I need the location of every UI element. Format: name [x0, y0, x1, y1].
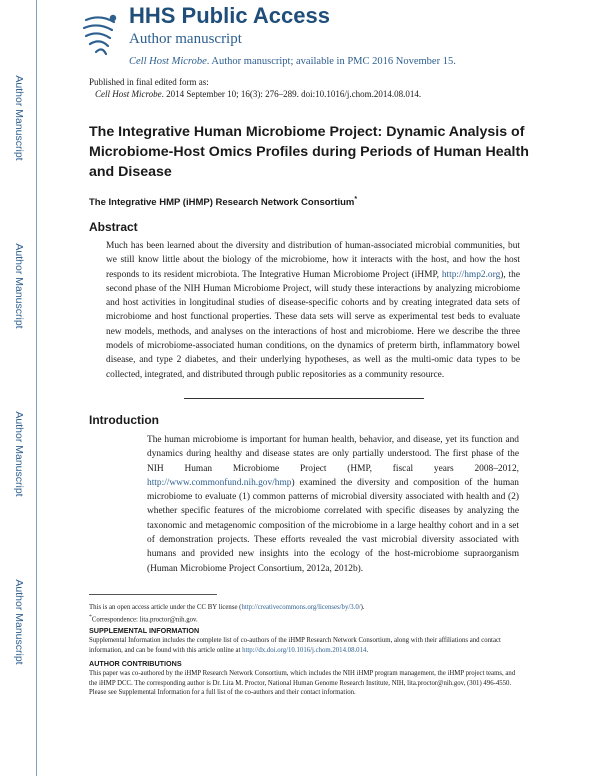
abstract-paragraph: Much has been learned about the diversity and distribution of human-associated microbial communities, but we still know little about the biology of the microbiome, how it interacts with the host, and how the host responds to its resident microbiota. The Integrative Human Microbiome Project (iHMP, http://hmp2.org), the second phase of the NIH Human Microbiome Project, will study these interactions by analyzing microbiome and host activities in longitudinal studies of disease-specific cohorts and by creating integrated data sets of microbiome and host functional properties. These data sets will serve as experimental test beds to evaluate new models, methods, and analyses on the interactions of host and microbiome. Here we describe the three models of microbiome-associated human conditions, on the dynamics of preterm birth, inflammatory bowel disease, and type 2 diabetes, and their underlying hypotheses, as well as the multi-omic data types to be collected, integrated, and distributed through public repositories as a community resource.: [106, 241, 520, 380]
abstract-heading: Abstract: [89, 220, 138, 234]
section-divider: [184, 398, 424, 399]
citation-line: Cell Host Microbe. 2014 September 10; 16(3): 276–289. doi:10.1016/j.chom.2014.08.014.: [95, 89, 422, 99]
hmp-link[interactable]: http://www.commonfund.nih.gov/hmp: [147, 477, 292, 488]
author-manuscript-label: Author Manuscript: [13, 579, 25, 665]
hhs-public-access-title: HHS Public Access: [129, 3, 330, 28]
supplemental-text: Supplemental Information includes the complete list of co-authors of the iHMP Research Network Consortium, along with their affiliations and contact information, and can be found with this article online at http://dx.doi.org/10.1016/j.chom.2014.08.014.: [89, 637, 501, 654]
correspondence-footnote: *Correspondence: lita.proctor@nih.gov.: [89, 614, 198, 624]
ihmp-link[interactable]: http://hmp2.org: [441, 269, 501, 280]
hhs-eagle-logo: [80, 10, 120, 58]
paper-title: The Integrative Human Microbiome Project: Dynamic Analysis of Microbiome-Host Omics Profiles during Periods of Human Health and Disease: [89, 124, 529, 180]
author-manuscript-subtitle: Author manuscript: [129, 31, 242, 47]
introduction-heading: Introduction: [89, 413, 159, 427]
author-manuscript-label: Author Manuscript: [13, 411, 25, 497]
supplemental-heading: SUPPLEMENTAL INFORMATION: [89, 626, 200, 635]
author-manuscript-label: Author Manuscript: [13, 243, 25, 329]
sidebar-divider: [36, 0, 37, 776]
availability-line: Cell Host Microbe. Author manuscript; available in PMC 2016 November 15.: [129, 56, 456, 67]
author-manuscript-label: Author Manuscript: [13, 75, 25, 161]
introduction-paragraph: The human microbiome is important for human health, behavior, and disease, yet its function and dynamics during healthy and disease states are only partially understood. The first phase of the NIH Human Microbiome Project (HMP, fiscal years 2008–2012, http://www.commonfund.nih.gov/hmp) examined the diversity and composition of the human microbiome to evaluate (1) common patterns of microbial diversity associated with health and (2) whether specific features of the microbiome correlated with specific diseases by analyzing the taxonomic and metagenomic composition of the microbiome in a large healthy cohort and in a set of demonstration projects. These efforts revealed the vast microbial diversity associated with humans and provided new insights into the ecology of the host-microbiome supraorganism (Human Microbiome Project Consortium, 2012a, 2012b).: [147, 435, 519, 574]
published-in-label: Published in final edited form as:: [89, 77, 209, 87]
license-link[interactable]: http://creativecommons.org/licenses/by/3.0/: [241, 604, 361, 611]
license-footnote: This is an open access article under the CC BY license (http://creativecommons.org/licenses/by/3.0/).: [89, 604, 365, 611]
doi-link[interactable]: http://dx.doi.org/10.1016/j.chom.2014.08.014: [242, 646, 367, 654]
contributions-heading: AUTHOR CONTRIBUTIONS: [89, 659, 182, 668]
footnote-rule: [89, 594, 217, 595]
author-line: The Integrative HMP (iHMP) Research Network Consortium*: [89, 196, 358, 209]
contributions-text: This paper was co-authored by the iHMP Research Network Consortium, which includes the NIH iHMP program management, the iHMP project teams, and the iHMP DCC. The corresponding author is Dr. Lita M. Proctor, National Human Genome Research Institute, NIH, lita.proctor@nih.gov, (301) 496-4550. Please see Supplemental Information for a full list of the co-authors and their contact information.: [89, 670, 516, 696]
